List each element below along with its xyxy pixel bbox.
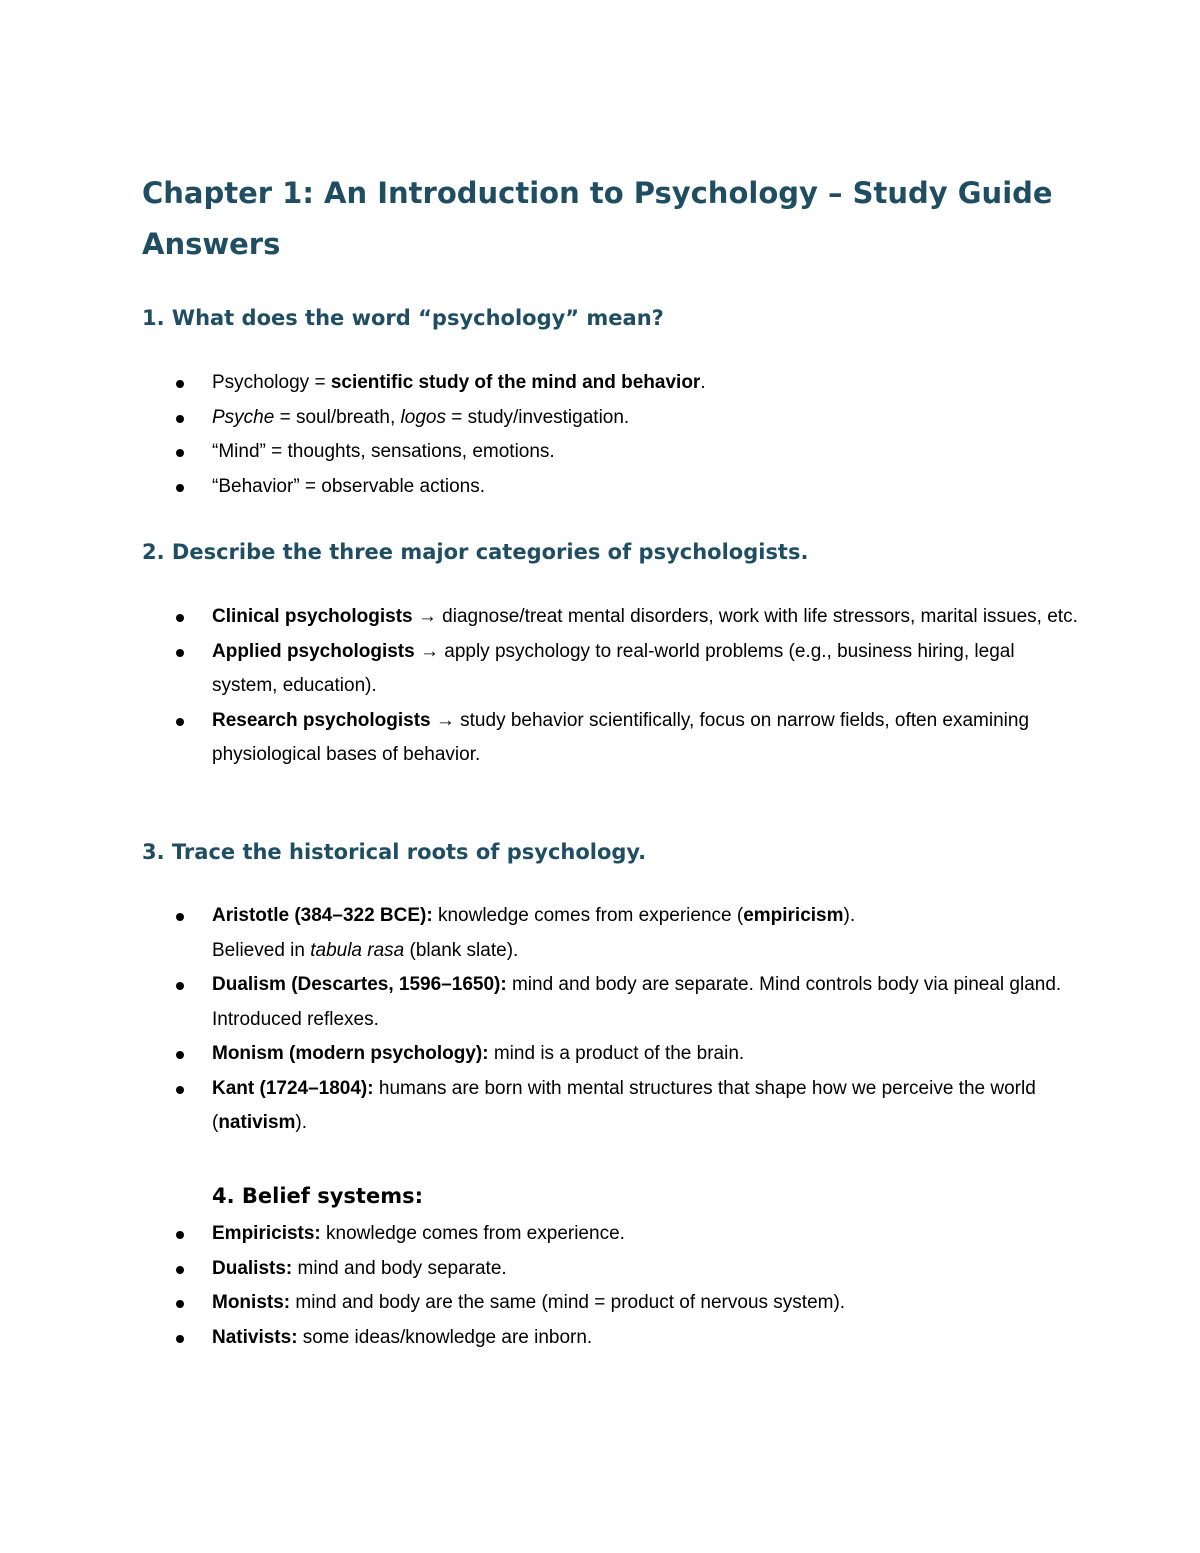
list-item: [0, 600, 1080, 635]
bullet-text: → study behavior scientifically, focus on narrow fields, often examining physiological bases of behavior.: [212, 709, 1030, 765]
bullet-term: Monism (modern psychology):: [212, 1043, 489, 1064]
bullet-icon: [176, 1335, 184, 1343]
bullet-text: knowledge comes from experience.: [320, 1223, 625, 1244]
bullet-text: .: [700, 372, 706, 393]
bullet-term: Nativists:: [212, 1326, 298, 1348]
bullet-term: Dualists:: [212, 1257, 293, 1279]
bullet-text: Believed in: [212, 939, 311, 961]
list-item: [0, 1286, 1080, 1321]
bullet-icon: [176, 649, 184, 657]
bullet-text: some ideas/knowledge are inborn.: [297, 1326, 593, 1348]
bullet-text: mind and body are separate. Mind controls body via pineal gland. Introduced reflexes.: [212, 974, 1062, 1030]
bullet-icon: [176, 449, 184, 457]
bullet-icon: [176, 718, 184, 726]
bullet-text: → apply psychology to real-world problems (e.g., business hiring, legal system, education).: [212, 640, 1015, 696]
bullet-icon: [176, 982, 184, 990]
bullet-text: mind is a product of the brain.: [488, 1043, 745, 1064]
bullet-icon: [176, 415, 184, 423]
bullet-icon: [176, 913, 184, 921]
bullet-text: Psychology =: [212, 372, 331, 393]
bullet-text: = soul/breath,: [274, 406, 401, 428]
section-3-list: [0, 899, 1080, 1141]
list-item: [0, 1217, 1080, 1252]
bullet-text: humans are born with mental structures that shape how we perceive the world (: [212, 1077, 1036, 1133]
bullet-term: Aristotle (384–322 BCE):: [212, 905, 433, 926]
bullet-icon: [176, 380, 184, 388]
bullet-icon: [176, 1300, 184, 1308]
bullet-text: “Behavior” = observable actions.: [212, 475, 486, 497]
section-4-heading: 4. Belief systems:: [212, 1184, 423, 1208]
list-item: [0, 968, 1080, 1037]
list-item: [0, 635, 1080, 704]
list-item: [0, 1321, 1080, 1356]
bullet-term: Research psychologists: [212, 709, 431, 731]
bullet-term: Clinical psychologists: [212, 606, 413, 627]
bullet-term: scientific study of the mind and behavior: [330, 372, 701, 393]
bullet-text: (blank slate).: [404, 939, 519, 961]
list-item: [0, 470, 1080, 505]
section-2-heading: 2. Describe the three major categories of psychologists.: [142, 540, 809, 564]
bullet-term: Kant (1724–1804):: [212, 1077, 374, 1099]
bullet-term: nativism: [218, 1112, 296, 1133]
section-2-list: [0, 600, 1080, 773]
bullet-term: empiricism: [743, 905, 844, 926]
list-item: [0, 1072, 1080, 1141]
section-3-heading: 3. Trace the historical roots of psychology.: [142, 840, 647, 864]
list-item: [0, 899, 1080, 968]
bullet-icon: [176, 1086, 184, 1094]
bullet-text: ).: [295, 1112, 308, 1133]
bullet-term: Dualism (Descartes, 1596–1650):: [212, 974, 507, 995]
bullet-emphasis: Psyche: [212, 406, 275, 428]
section-1-heading: 1. What does the word “psychology” mean?: [142, 306, 664, 330]
bullet-icon: [176, 1231, 184, 1239]
list-item: [0, 366, 1080, 401]
list-item: [0, 435, 1080, 470]
bullet-text: → diagnose/treat mental disorders, work with life stressors, marital issues, etc.: [412, 606, 1078, 627]
list-item: [0, 704, 1080, 773]
bullet-text: knowledge comes from experience (: [432, 905, 744, 926]
bullet-term: Empiricists:: [212, 1223, 321, 1244]
section-4-list: [0, 1217, 1080, 1355]
bullet-icon: [176, 484, 184, 492]
bullet-emphasis: tabula rasa: [310, 939, 405, 961]
bullet-term: Monists:: [212, 1292, 291, 1313]
bullet-emphasis: logos: [400, 406, 446, 428]
bullet-text: = study/investigation.: [445, 406, 630, 428]
bullet-icon: [176, 614, 184, 622]
bullet-icon: [176, 1051, 184, 1059]
bullet-text: “Mind” = thoughts, sensations, emotions.: [212, 441, 555, 462]
list-item: [0, 1252, 1080, 1287]
bullet-term: Applied psychologists: [212, 640, 415, 662]
bullet-text: ).: [843, 905, 856, 926]
bullet-text: mind and body are the same (mind = product of nervous system).: [290, 1292, 846, 1313]
page-title: Chapter 1: An Introduction to Psychology – Study Guide Answers: [142, 176, 1053, 261]
bullet-icon: [176, 1266, 184, 1274]
bullet-text: mind and body separate.: [292, 1257, 507, 1279]
section-1-list: [0, 366, 1080, 504]
list-item: [0, 1037, 1080, 1072]
list-item: [0, 401, 1080, 436]
